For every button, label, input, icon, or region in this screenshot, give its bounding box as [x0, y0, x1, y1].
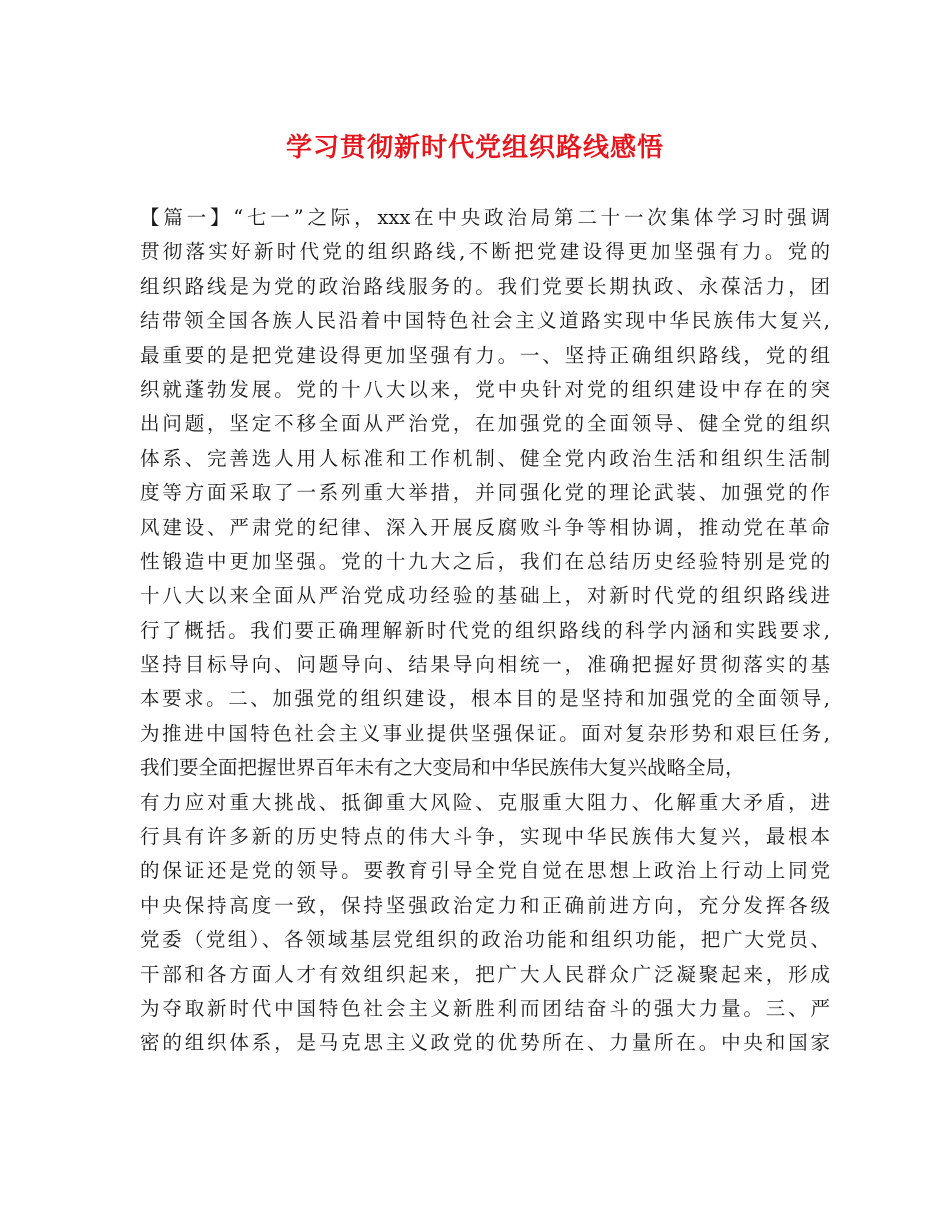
- body-line: 风建设、严肃党的纪律、深入开展反腐败斗争等相协调，推动党在革命: [140, 515, 830, 539]
- body-line: 性锻造中更加坚强。党的十九大之后，我们在总结历史经验特别是党的: [140, 549, 830, 573]
- body-line: 党委（党组）、各领域基层党组织的政治功能和组织功能，把广大党员、: [140, 928, 830, 952]
- document-title: 学习贯彻新时代党组织路线感悟: [285, 133, 664, 163]
- body-line: 度等方面采取了一系列重大举措，并同强化党的理论武装、加强党的作: [140, 481, 830, 505]
- body-line: 贯彻落实好新时代党的组织路线,不断把党建设得更加坚强有力。党的: [140, 240, 830, 264]
- document-body: [140, 201, 830, 1061]
- body-line: 十八大以来全面从严治党成功经验的基础上，对新时代党的组织路线进: [140, 584, 830, 608]
- body-line: 的保证还是党的领导。要教育引导全党自觉在思想上政治上行动上同党: [140, 859, 830, 883]
- body-line: 为夺取新时代中国特色社会主义新胜利而团结奋斗的强大力量。三、严: [140, 996, 830, 1020]
- body-line: 为推进中国特色社会主义事业提供坚强保证。面对复杂形势和艰巨任务,: [140, 721, 830, 745]
- body-line: 行具有许多新的历史特点的伟大斗争，实现中华民族伟大复兴，最根本: [140, 825, 830, 849]
- body-line: 组织路线是为党的政治路线服务的。我们党要长期执政、永葆活力，团: [140, 274, 830, 298]
- body-line: 结带领全国各族人民沿着中国特色社会主义道路实现中华民族伟大复兴,: [140, 309, 830, 333]
- body-line: 我们要全面把握世界百年未有之大变局和中华民族伟大复兴战略全局，: [140, 756, 745, 780]
- body-line: 中央保持高度一致，保持坚强政治定力和正确前进方向，充分发挥各级: [140, 893, 830, 917]
- body-line: 干部和各方面人才有效组织起来，把广大人民群众广泛凝聚起来，形成: [140, 962, 830, 986]
- body-line: 本要求。二、加强党的组织建设，根本目的是坚持和加强党的全面领导,: [140, 687, 830, 711]
- body-line: 体系、完善选人用人标准和工作机制、健全党内政治生活和组织生活制: [140, 446, 830, 470]
- body-line: 最重要的是把党建设得更加坚强有力。一、坚持正确组织路线，党的组: [140, 343, 830, 367]
- body-line: 坚持目标导向、问题导向、结果导向相统一，准确把握好贯彻落实的基: [140, 653, 830, 677]
- body-line: 织就蓬勃发展。党的十八大以来，党中央针对党的组织建设中存在的突: [140, 377, 830, 401]
- body-line: 【篇一】“七一”之际，xxx在中央政治局第二十一次集体学习时强调: [140, 206, 830, 229]
- body-line: 出问题，坚定不移全面从严治党，在加强党的全面领导、健全党的组织: [140, 412, 830, 436]
- body-line: 密的组织体系，是马克思主义政党的优势所在、力量所在。中央和国家: [140, 1031, 830, 1055]
- body-line: 有力应对重大挑战、抵御重大风险、克服重大阻力、化解重大矛盾，进: [140, 790, 830, 814]
- body-line: 行了概括。我们要正确理解新时代党的组织路线的科学内涵和实践要求,: [140, 618, 830, 642]
